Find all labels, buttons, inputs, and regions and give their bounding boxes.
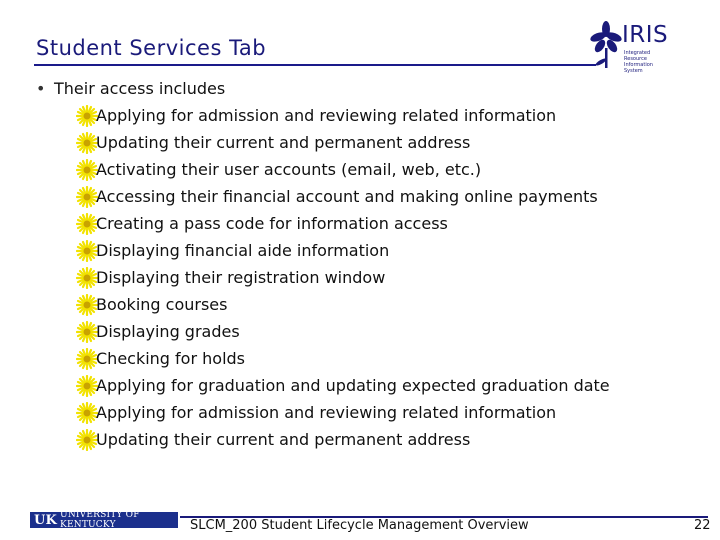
list-item — [76, 399, 610, 426]
lead-text: Their access includes — [54, 79, 226, 98]
list-item — [76, 102, 610, 129]
list-item — [76, 129, 610, 156]
star-bullet-icon — [76, 213, 98, 235]
list-item — [76, 210, 610, 237]
page-number: 22 — [694, 518, 711, 533]
list-item — [76, 264, 610, 291]
list-item-text: Displaying financial aide information — [96, 241, 390, 260]
list-item — [76, 318, 610, 345]
star-bullet-icon — [76, 267, 98, 289]
star-bullet-icon — [76, 105, 98, 127]
footer-text: SLCM_200 Student Lifecycle Management Overview — [190, 518, 529, 533]
list-item-text: Displaying their registration window — [96, 268, 386, 287]
star-bullet-icon — [76, 375, 98, 397]
lead-paragraph — [36, 79, 225, 98]
access-list — [76, 102, 610, 453]
list-item — [76, 183, 610, 210]
list-item-text: Checking for holds — [96, 349, 245, 368]
list-item-text: Creating a pass code for information access — [96, 214, 448, 233]
university-logo — [30, 512, 178, 528]
star-bullet-icon — [76, 348, 98, 370]
title-underline — [34, 64, 596, 66]
uk-mark: UK — [34, 512, 58, 528]
star-bullet-icon — [76, 321, 98, 343]
star-bullet-icon — [76, 429, 98, 451]
iris-logo — [590, 20, 672, 74]
list-item-text: Activating their user accounts (email, web, etc.) — [96, 160, 482, 179]
lead-bullet: • — [36, 79, 46, 98]
star-bullet-icon — [76, 186, 98, 208]
list-item-text: Applying for admission and reviewing related information — [96, 106, 557, 125]
university-name: UNIVERSITY OF KENTUCKY — [60, 510, 140, 530]
list-item-text: Applying for admission and reviewing related information — [96, 403, 557, 422]
list-item-text: Booking courses — [96, 295, 228, 314]
list-item-text: Updating their current and permanent address — [96, 430, 471, 449]
list-item — [76, 237, 610, 264]
star-bullet-icon — [76, 132, 98, 154]
star-bullet-icon — [76, 294, 98, 316]
logo-subtitle: Integrated Resource Information System — [624, 50, 653, 74]
logo-wordmark: IRIS — [622, 22, 669, 48]
star-bullet-icon — [76, 402, 98, 424]
star-bullet-icon — [76, 159, 98, 181]
list-item — [76, 156, 610, 183]
list-item-text: Displaying grades — [96, 322, 240, 341]
list-item-text: Applying for graduation and updating expected graduation date — [96, 376, 610, 395]
list-item — [76, 426, 610, 453]
list-item — [76, 372, 610, 399]
star-bullet-icon — [76, 240, 98, 262]
list-item — [76, 345, 610, 372]
list-item-text: Accessing their financial account and making online payments — [96, 187, 598, 206]
list-item — [76, 291, 610, 318]
list-item-text: Updating their current and permanent address — [96, 133, 471, 152]
slide-title: Student Services Tab — [36, 36, 267, 60]
iris-flower-icon — [590, 20, 622, 70]
